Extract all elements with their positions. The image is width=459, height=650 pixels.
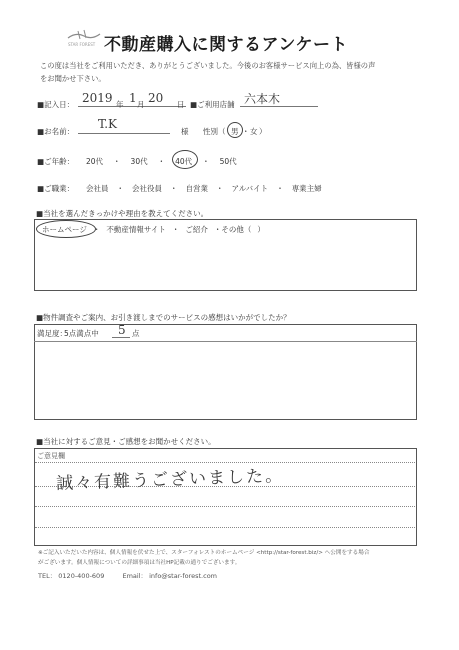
day-suffix: 日 [177, 100, 185, 109]
reason-option-referral[interactable]: ご紹介 [185, 225, 208, 234]
footer-note-line-1: ※ご記入いただいた内容は、個人情報を伏せた上で、スターフォレストのホームページ <http://star-forest.biz/> へ公開をする場合 [38, 550, 370, 556]
occupation-separator: ・ [216, 184, 224, 193]
satisfaction-label: 満足度： [37, 329, 67, 338]
tel-label: TEL： [38, 572, 57, 580]
comment-line [35, 527, 415, 528]
intro-line-2: をお聞かせ下さい。 [40, 74, 106, 83]
satisfaction-header-divider [34, 341, 417, 342]
occupation-option-employee[interactable]: 会社員 [86, 184, 109, 193]
age-label: ■ご年齢： [37, 157, 75, 166]
email-label: Email： [122, 572, 148, 580]
comment-handwritten-text: 誠々有難うございました。 [55, 466, 285, 494]
name-value: T.K [98, 117, 118, 131]
reason-option-other[interactable]: ・その他（ [213, 225, 252, 234]
age-separator: ・ [157, 157, 166, 166]
month-suffix: 月 [137, 100, 145, 109]
age-option-30[interactable]: 30代 [130, 157, 148, 166]
store-value: 六本木 [244, 92, 281, 106]
gender-option-female[interactable]: 女 [250, 127, 258, 136]
date-label: ■記入日： [37, 100, 75, 109]
tel-value[interactable]: 0120-400-609 [58, 572, 105, 580]
satisfaction-score-field[interactable] [112, 323, 130, 338]
age-option-50[interactable]: 50代 [219, 157, 237, 166]
reason-separator: ・ [171, 225, 180, 234]
gender-label: 性別（ [203, 127, 226, 136]
reason-other-close: ） [257, 225, 265, 234]
intro-line-1: この度は当社をご利用いただき、ありがとうございました。今後のお客様サービス向上の為、皆様の声 [40, 61, 376, 70]
occupation-options [86, 183, 322, 194]
footer-contact [38, 571, 217, 580]
comment-label: ご意見欄 [37, 452, 65, 460]
reason-section-title: ■当社を選んだきっかけや理由を教えてください。 [36, 209, 209, 218]
satisfaction-scale-text: 5点満点中 [64, 329, 99, 338]
gender-separator: ・ [242, 127, 250, 136]
date-year-value: 2019 [82, 91, 113, 105]
date-month-value: 1 [129, 91, 137, 105]
reason-separator: ・ [92, 225, 101, 234]
company-logo [66, 28, 102, 48]
age-selected-circle [172, 150, 198, 169]
reason-selected-circle [36, 220, 96, 238]
occupation-option-executive[interactable]: 会社役員 [132, 184, 162, 193]
gender-option-male[interactable]: 男 [231, 127, 239, 136]
occupation-option-self-employed[interactable]: 自営業 [185, 184, 208, 193]
comment-line [35, 506, 415, 507]
satisfaction-unit: 点 [132, 329, 140, 338]
gender-close: ） [259, 127, 267, 136]
date-day-value: 20 [148, 91, 164, 105]
occupation-option-part-time[interactable]: アルバイト [231, 184, 269, 193]
reason-option-homepage[interactable]: ホームページ [42, 225, 87, 234]
logo-text: STAR FOREST [68, 42, 96, 47]
age-option-40[interactable]: 40代 [175, 157, 193, 166]
reason-option-portal-site[interactable]: 不動産情報サイト [106, 225, 166, 234]
name-field[interactable] [78, 119, 170, 134]
gender-selected-circle [227, 122, 243, 138]
age-separator: ・ [113, 157, 121, 166]
occupation-label: ■ご職業： [37, 184, 75, 193]
year-suffix: 年 [116, 100, 124, 109]
name-label: ■お名前： [37, 127, 75, 136]
comment-section-title: ■当社に対するご意見・ご感想をお聞かせください。 [36, 437, 216, 446]
occupation-separator: ・ [276, 184, 284, 193]
intro-text [40, 59, 435, 85]
page-title: 不動産購入に関するアンケート [104, 35, 348, 55]
footer-note-line-2: がございます。個人情報についての詳細事項は当社HP記載の通りでございます。 [38, 560, 241, 566]
satisfaction-section-title: ■物件調査やご案内、お引き渡しまでのサービスの感想はいかがでしたか？ [36, 313, 291, 322]
email-value[interactable]: info@star-forest.com [149, 572, 217, 580]
occupation-separator: ・ [170, 184, 178, 193]
age-separator: ・ [202, 157, 210, 166]
age-option-20[interactable]: 20代 [86, 157, 104, 166]
sama-label: 様 [181, 127, 189, 136]
footer-note [38, 548, 424, 568]
occupation-separator: ・ [116, 184, 124, 193]
satisfaction-score: 5 [118, 323, 126, 337]
occupation-option-homemaker[interactable]: 専業主婦 [291, 184, 322, 193]
age-options [86, 156, 237, 167]
store-label: ■ご利用店舗 [190, 100, 235, 109]
